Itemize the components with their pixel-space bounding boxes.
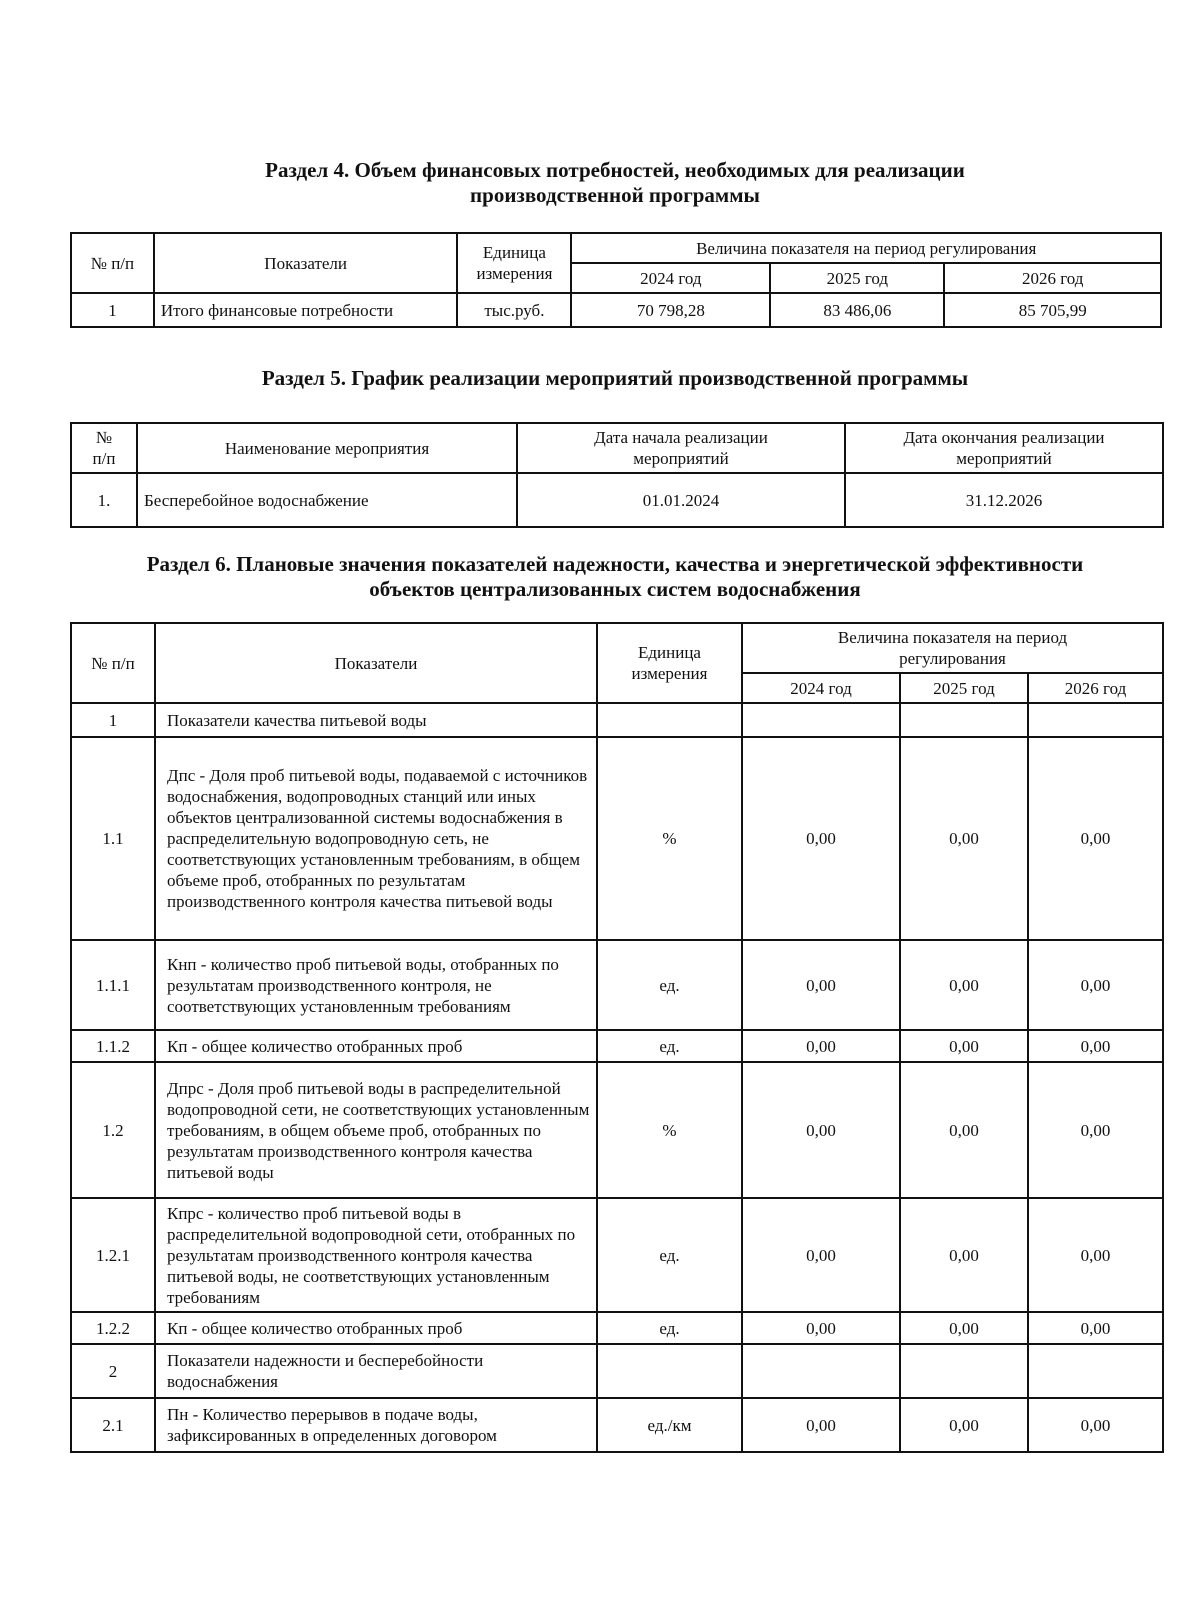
row-indicator: Кп - общее количество отобранных проб [155, 1030, 597, 1062]
row-num: 1.1 [71, 737, 155, 940]
header-start [517, 423, 845, 473]
row-unit: % [597, 737, 742, 940]
row-num: 1.1.1 [71, 940, 155, 1030]
header-year: 2026 год [1028, 673, 1163, 703]
row-num: 1 [71, 293, 154, 327]
row-num: 1. [71, 473, 137, 527]
row-unit: тыс.руб. [457, 293, 571, 327]
header-end-line1: Дата окончания реализации [903, 428, 1105, 447]
row-value-2026: 0,00 [1028, 1030, 1163, 1062]
row-num: 1.1.2 [71, 1030, 155, 1062]
row-num: 2 [71, 1344, 155, 1398]
header-num [71, 423, 137, 473]
row-value-2025: 0,00 [900, 1198, 1028, 1312]
section6-title [70, 552, 1160, 602]
row-value-2026: 85 705,99 [944, 293, 1161, 327]
header-indicator: Показатели [155, 623, 597, 703]
table-row [71, 940, 1163, 1030]
header-period: Величина показателя на период регулирования [571, 233, 1161, 263]
header-year: 2025 год [900, 673, 1028, 703]
row-unit: ед. [597, 940, 742, 1030]
row-value-2024: 0,00 [742, 737, 900, 940]
header-period-line1: Величина показателя на период [837, 628, 1068, 647]
table-row [71, 1062, 1163, 1198]
header-num-line1: № [95, 428, 113, 447]
row-value-2024: 0,00 [742, 1198, 900, 1312]
header-year: 2025 год [770, 263, 944, 293]
row-value-2024: 0,00 [742, 1312, 900, 1344]
table-row [71, 1312, 1163, 1344]
header-num: № п/п [71, 233, 154, 293]
row-unit: ед. [597, 1198, 742, 1312]
row-unit: ед. [597, 1030, 742, 1062]
section6-title-line2: объектов централизованных систем водоснабжения [369, 577, 861, 601]
row-num: 2.1 [71, 1398, 155, 1452]
header-indicator: Показатели [154, 233, 458, 293]
table-row [71, 737, 1163, 940]
row-value-2024 [742, 703, 900, 737]
row-value-2024: 0,00 [742, 1062, 900, 1198]
row-value-2026 [1028, 1344, 1163, 1398]
header-start-line2: мероприятий [633, 449, 729, 468]
row-indicator: Кп - общее количество отобранных проб [155, 1312, 597, 1344]
row-indicator: Дпс - Доля проб питьевой воды, подаваемой с источников водоснабжения, водопроводных станций или иных объектов централизованной системы водоснабжения в распределительную водопроводную сеть, не соответствующих установленным требованиям, в общем объеме проб, отобранных по результатам производственного контроля качества питьевой воды [155, 737, 597, 940]
section4-title-line1: Раздел 4. Объем финансовых потребностей, необходимых для реализации [265, 158, 965, 182]
row-num: 1.2.1 [71, 1198, 155, 1312]
header-period [742, 623, 1163, 673]
table-row [71, 1344, 1163, 1398]
header-year: 2026 год [944, 263, 1161, 293]
row-value-2026: 0,00 [1028, 1062, 1163, 1198]
header-name: Наименование мероприятия [137, 423, 517, 473]
row-value-2026: 0,00 [1028, 1198, 1163, 1312]
header-year: 2024 год [571, 263, 770, 293]
row-value-2025: 0,00 [900, 1062, 1028, 1198]
row-num: 1.2.2 [71, 1312, 155, 1344]
row-value-2026: 0,00 [1028, 1398, 1163, 1452]
row-name: Бесперебойное водоснабжение [137, 473, 517, 527]
row-value-2024: 0,00 [742, 940, 900, 1030]
table-row [71, 703, 1163, 737]
header-unit-line1: Единица [638, 643, 701, 662]
row-indicator: Кнп - количество проб питьевой воды, отобранных по результатам производственного контроля, не соответствующих установленным требованиям [155, 940, 597, 1030]
row-indicator: Пн - Количество перерывов в подаче воды, зафиксированных в определенных договором [155, 1398, 597, 1452]
row-value-2026: 0,00 [1028, 737, 1163, 940]
header-unit-line1: Единица [482, 243, 546, 262]
row-value-2026 [1028, 703, 1163, 737]
table-row [71, 1198, 1163, 1312]
section4-table [70, 232, 1162, 328]
row-unit: ед./км [597, 1398, 742, 1452]
row-value-2025 [900, 703, 1028, 737]
header-unit [457, 233, 571, 293]
row-value-2025 [900, 1344, 1028, 1398]
row-start-date: 01.01.2024 [517, 473, 845, 527]
row-num: 1.2 [71, 1062, 155, 1198]
table-row [71, 1030, 1163, 1062]
section5-table [70, 422, 1164, 528]
row-num: 1 [71, 703, 155, 737]
row-value-2025: 0,00 [900, 737, 1028, 940]
section4-title [70, 158, 1160, 208]
header-num-line2: п/п [92, 449, 116, 468]
header-unit-line2: измерения [631, 664, 708, 683]
row-value-2026: 0,00 [1028, 940, 1163, 1030]
row-indicator: Итого финансовые потребности [154, 293, 458, 327]
row-value-2025: 83 486,06 [770, 293, 944, 327]
row-value-2024: 70 798,28 [571, 293, 770, 327]
header-unit-line2: измерения [476, 264, 553, 283]
header-period-line2: регулирования [899, 649, 1006, 668]
row-value-2025: 0,00 [900, 1398, 1028, 1452]
table-row [71, 293, 1161, 327]
header-unit [597, 623, 742, 703]
header-end [845, 423, 1163, 473]
row-unit [597, 703, 742, 737]
row-unit [597, 1344, 742, 1398]
header-start-line1: Дата начала реализации [594, 428, 768, 447]
row-value-2024: 0,00 [742, 1030, 900, 1062]
row-value-2025: 0,00 [900, 940, 1028, 1030]
row-unit: % [597, 1062, 742, 1198]
section6-table [70, 622, 1164, 1453]
section4-title-line2: производственной программы [470, 183, 760, 207]
row-value-2025: 0,00 [900, 1312, 1028, 1344]
row-end-date: 31.12.2026 [845, 473, 1163, 527]
row-indicator: Показатели надежности и бесперебойности водоснабжения [155, 1344, 597, 1398]
table-row [71, 1398, 1163, 1452]
row-value-2024 [742, 1344, 900, 1398]
row-indicator: Показатели качества питьевой воды [155, 703, 597, 737]
row-value-2025: 0,00 [900, 1030, 1028, 1062]
header-year: 2024 год [742, 673, 900, 703]
section5-title: Раздел 5. График реализации мероприятий производственной программы [261, 366, 969, 390]
row-indicator: Дпрс - Доля проб питьевой воды в распределительной водопроводной сети, не соответствующих установленным требованиям, в общем объеме проб, отобранных по результатам производственного контроля качества питьевой воды [155, 1062, 597, 1198]
table-row [71, 473, 1163, 527]
header-end-line2: мероприятий [956, 449, 1052, 468]
row-indicator: Кпрс - количество проб питьевой воды в распределительной водопроводной сети, отобранных по результатам производственного контроля качества питьевой воды, не соответствующих установленным требованиям [155, 1198, 597, 1312]
row-unit: ед. [597, 1312, 742, 1344]
row-value-2026: 0,00 [1028, 1312, 1163, 1344]
row-value-2024: 0,00 [742, 1398, 900, 1452]
header-num: № п/п [71, 623, 155, 703]
section6-title-line1: Раздел 6. Плановые значения показателей надежности, качества и энергетической эффективности [146, 552, 1084, 576]
